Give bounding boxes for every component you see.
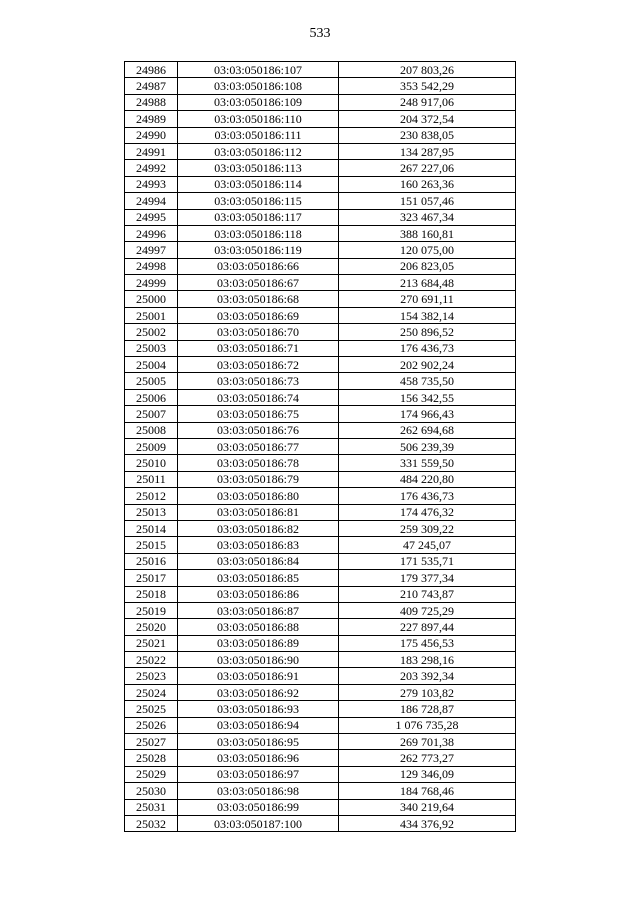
row-number-cell: 24996	[125, 225, 178, 241]
cadastral-value-cell: 203 392,34	[339, 668, 516, 684]
table-row	[125, 438, 516, 454]
cadastral-number-cell: 03:03:050186:88	[178, 619, 339, 635]
row-number-cell: 24993	[125, 176, 178, 192]
row-number-cell: 25030	[125, 783, 178, 799]
row-number-cell: 25002	[125, 324, 178, 340]
row-number-cell: 25022	[125, 652, 178, 668]
table-row	[125, 766, 516, 782]
cadastral-number-cell: 03:03:050186:67	[178, 275, 339, 291]
page-number: 533	[309, 26, 331, 41]
cadastral-value-cell: 259 309,22	[339, 520, 516, 536]
cadastral-number-cell: 03:03:050186:114	[178, 176, 339, 192]
cadastral-value-cell: 120 075,00	[339, 242, 516, 258]
table-row	[125, 799, 516, 815]
row-number-cell: 25011	[125, 471, 178, 487]
cadastral-value-cell: 174 476,32	[339, 504, 516, 520]
cadastral-number-cell: 03:03:050186:94	[178, 717, 339, 733]
table-row	[125, 62, 516, 78]
cadastral-number-cell: 03:03:050186:77	[178, 438, 339, 454]
cadastral-number-cell: 03:03:050186:87	[178, 602, 339, 618]
cadastral-value-cell: 176 436,73	[339, 488, 516, 504]
table-row	[125, 455, 516, 471]
row-number-cell: 25025	[125, 701, 178, 717]
cadastral-number-cell: 03:03:050186:97	[178, 766, 339, 782]
row-number-cell: 25029	[125, 766, 178, 782]
cadastral-number-cell: 03:03:050186:118	[178, 225, 339, 241]
cadastral-value-cell: 154 382,14	[339, 307, 516, 323]
cadastral-number-cell: 03:03:050186:68	[178, 291, 339, 307]
table-row	[125, 406, 516, 422]
table-row	[125, 209, 516, 225]
table-row	[125, 357, 516, 373]
row-number-cell: 25021	[125, 635, 178, 651]
table-row	[125, 389, 516, 405]
cadastral-value-cell: 248 917,06	[339, 94, 516, 110]
row-number-cell: 25019	[125, 602, 178, 618]
table-row	[125, 488, 516, 504]
cadastral-value-cell: 506 239,39	[339, 438, 516, 454]
cadastral-value-cell: 202 902,24	[339, 357, 516, 373]
table-row	[125, 242, 516, 258]
table-row	[125, 340, 516, 356]
table-row	[125, 127, 516, 143]
cadastral-value-cell: 230 838,05	[339, 127, 516, 143]
table-row	[125, 553, 516, 569]
table-row	[125, 586, 516, 602]
table-row	[125, 94, 516, 110]
cadastral-value-cell: 279 103,82	[339, 684, 516, 700]
row-number-cell: 24991	[125, 143, 178, 159]
row-number-cell: 24989	[125, 111, 178, 127]
cadastral-number-cell: 03:03:050186:85	[178, 570, 339, 586]
row-number-cell: 25008	[125, 422, 178, 438]
cadastral-value-cell: 250 896,52	[339, 324, 516, 340]
row-number-cell: 24986	[125, 62, 178, 78]
table-row	[125, 504, 516, 520]
row-number-cell: 24994	[125, 193, 178, 209]
row-number-cell: 25004	[125, 357, 178, 373]
cadastral-value-cell: 388 160,81	[339, 225, 516, 241]
cadastral-value-cell: 47 245,07	[339, 537, 516, 553]
cadastral-value-cell: 179 377,34	[339, 570, 516, 586]
row-number-cell: 25020	[125, 619, 178, 635]
row-number-cell: 25027	[125, 734, 178, 750]
row-number-cell: 24987	[125, 78, 178, 94]
row-number-cell: 25015	[125, 537, 178, 553]
cadastral-value-cell: 213 684,48	[339, 275, 516, 291]
row-number-cell: 25012	[125, 488, 178, 504]
table-row	[125, 111, 516, 127]
row-number-cell: 25000	[125, 291, 178, 307]
cadastral-value-cell: 129 346,09	[339, 766, 516, 782]
cadastral-value-cell: 207 803,26	[339, 62, 516, 78]
cadastral-number-cell: 03:03:050186:75	[178, 406, 339, 422]
cadastral-value-cell: 1 076 735,28	[339, 717, 516, 733]
row-number-cell: 25009	[125, 438, 178, 454]
table-row	[125, 422, 516, 438]
row-number-cell: 24999	[125, 275, 178, 291]
cadastral-value-cell: 186 728,87	[339, 701, 516, 717]
cadastral-value-cell: 270 691,11	[339, 291, 516, 307]
cadastral-value-cell: 151 057,46	[339, 193, 516, 209]
cadastral-value-cell: 160 263,36	[339, 176, 516, 192]
table-row	[125, 684, 516, 700]
table-row	[125, 652, 516, 668]
cadastral-number-cell: 03:03:050186:86	[178, 586, 339, 602]
table-row	[125, 537, 516, 553]
row-number-cell: 24990	[125, 127, 178, 143]
cadastral-value-cell: 340 219,64	[339, 799, 516, 815]
table-row	[125, 225, 516, 241]
table-row	[125, 176, 516, 192]
row-number-cell: 25031	[125, 799, 178, 815]
table-row	[125, 701, 516, 717]
cadastral-value-cell: 434 376,92	[339, 815, 516, 831]
table-row	[125, 307, 516, 323]
cadastral-value-cell: 262 773,27	[339, 750, 516, 766]
cadastral-number-cell: 03:03:050186:108	[178, 78, 339, 94]
row-number-cell: 25003	[125, 340, 178, 356]
cadastral-number-cell: 03:03:050186:92	[178, 684, 339, 700]
cadastral-number-cell: 03:03:050186:90	[178, 652, 339, 668]
table-row	[125, 635, 516, 651]
cadastre-value-table	[124, 61, 516, 832]
table-row	[125, 602, 516, 618]
cadastral-number-cell: 03:03:050186:72	[178, 357, 339, 373]
cadastral-number-cell: 03:03:050186:98	[178, 783, 339, 799]
cadastral-number-cell: 03:03:050186:83	[178, 537, 339, 553]
table-row	[125, 668, 516, 684]
cadastral-value-cell: 206 823,05	[339, 258, 516, 274]
row-number-cell: 25007	[125, 406, 178, 422]
row-number-cell: 25023	[125, 668, 178, 684]
row-number-cell: 25026	[125, 717, 178, 733]
cadastral-number-cell: 03:03:050186:96	[178, 750, 339, 766]
cadastral-number-cell: 03:03:050186:89	[178, 635, 339, 651]
row-number-cell: 24995	[125, 209, 178, 225]
cadastral-value-cell: 174 966,43	[339, 406, 516, 422]
row-number-cell: 24997	[125, 242, 178, 258]
cadastral-number-cell: 03:03:050186:99	[178, 799, 339, 815]
row-number-cell: 25016	[125, 553, 178, 569]
table-body	[125, 62, 516, 832]
cadastral-value-cell: 184 768,46	[339, 783, 516, 799]
table-row	[125, 275, 516, 291]
cadastral-number-cell: 03:03:050186:79	[178, 471, 339, 487]
table-row	[125, 783, 516, 799]
cadastral-value-cell: 262 694,68	[339, 422, 516, 438]
cadastral-number-cell: 03:03:050186:70	[178, 324, 339, 340]
row-number-cell: 25024	[125, 684, 178, 700]
cadastral-value-cell: 227 897,44	[339, 619, 516, 635]
table-row	[125, 291, 516, 307]
cadastral-value-cell: 269 701,38	[339, 734, 516, 750]
cadastral-number-cell: 03:03:050186:74	[178, 389, 339, 405]
row-number-cell: 25032	[125, 815, 178, 831]
cadastral-number-cell: 03:03:050186:109	[178, 94, 339, 110]
cadastral-value-cell: 353 542,29	[339, 78, 516, 94]
cadastral-number-cell: 03:03:050186:80	[178, 488, 339, 504]
table-row	[125, 750, 516, 766]
cadastral-value-cell: 210 743,87	[339, 586, 516, 602]
cadastral-value-cell: 156 342,55	[339, 389, 516, 405]
row-number-cell: 25017	[125, 570, 178, 586]
row-number-cell: 25005	[125, 373, 178, 389]
cadastral-number-cell: 03:03:050187:100	[178, 815, 339, 831]
table-row	[125, 520, 516, 536]
cadastral-number-cell: 03:03:050186:73	[178, 373, 339, 389]
table-row	[125, 373, 516, 389]
row-number-cell: 24988	[125, 94, 178, 110]
table-row	[125, 324, 516, 340]
table-row	[125, 717, 516, 733]
cadastral-number-cell: 03:03:050186:69	[178, 307, 339, 323]
cadastral-number-cell: 03:03:050186:110	[178, 111, 339, 127]
cadastral-number-cell: 03:03:050186:66	[178, 258, 339, 274]
cadastral-number-cell: 03:03:050186:95	[178, 734, 339, 750]
cadastral-number-cell: 03:03:050186:112	[178, 143, 339, 159]
row-number-cell: 24992	[125, 160, 178, 176]
cadastral-value-cell: 204 372,54	[339, 111, 516, 127]
table-row	[125, 193, 516, 209]
row-number-cell: 25014	[125, 520, 178, 536]
table-row	[125, 815, 516, 831]
table-row	[125, 471, 516, 487]
table-row	[125, 570, 516, 586]
cadastral-number-cell: 03:03:050186:91	[178, 668, 339, 684]
cadastral-value-cell: 176 436,73	[339, 340, 516, 356]
row-number-cell: 25010	[125, 455, 178, 471]
table-row	[125, 143, 516, 159]
row-number-cell: 24998	[125, 258, 178, 274]
cadastral-number-cell: 03:03:050186:115	[178, 193, 339, 209]
cadastral-number-cell: 03:03:050186:119	[178, 242, 339, 258]
table-row	[125, 734, 516, 750]
cadastral-number-cell: 03:03:050186:84	[178, 553, 339, 569]
cadastral-number-cell: 03:03:050186:78	[178, 455, 339, 471]
row-number-cell: 25006	[125, 389, 178, 405]
row-number-cell: 25018	[125, 586, 178, 602]
cadastral-value-cell: 409 725,29	[339, 602, 516, 618]
cadastral-number-cell: 03:03:050186:76	[178, 422, 339, 438]
cadastral-number-cell: 03:03:050186:93	[178, 701, 339, 717]
cadastral-number-cell: 03:03:050186:82	[178, 520, 339, 536]
cadastral-value-cell: 267 227,06	[339, 160, 516, 176]
cadastral-number-cell: 03:03:050186:111	[178, 127, 339, 143]
cadastral-number-cell: 03:03:050186:81	[178, 504, 339, 520]
cadastral-number-cell: 03:03:050186:107	[178, 62, 339, 78]
row-number-cell: 25013	[125, 504, 178, 520]
cadastral-value-cell: 134 287,95	[339, 143, 516, 159]
cadastral-number-cell: 03:03:050186:117	[178, 209, 339, 225]
table-row	[125, 619, 516, 635]
cadastral-value-cell: 323 467,34	[339, 209, 516, 225]
cadastral-value-cell: 484 220,80	[339, 471, 516, 487]
cadastral-number-cell: 03:03:050186:71	[178, 340, 339, 356]
cadastral-number-cell: 03:03:050186:113	[178, 160, 339, 176]
row-number-cell: 25028	[125, 750, 178, 766]
cadastral-value-cell: 175 456,53	[339, 635, 516, 651]
table-row	[125, 258, 516, 274]
table-row	[125, 78, 516, 94]
cadastral-value-cell: 458 735,50	[339, 373, 516, 389]
table-row	[125, 160, 516, 176]
cadastral-value-cell: 331 559,50	[339, 455, 516, 471]
row-number-cell: 25001	[125, 307, 178, 323]
cadastral-value-cell: 183 298,16	[339, 652, 516, 668]
cadastral-value-cell: 171 535,71	[339, 553, 516, 569]
